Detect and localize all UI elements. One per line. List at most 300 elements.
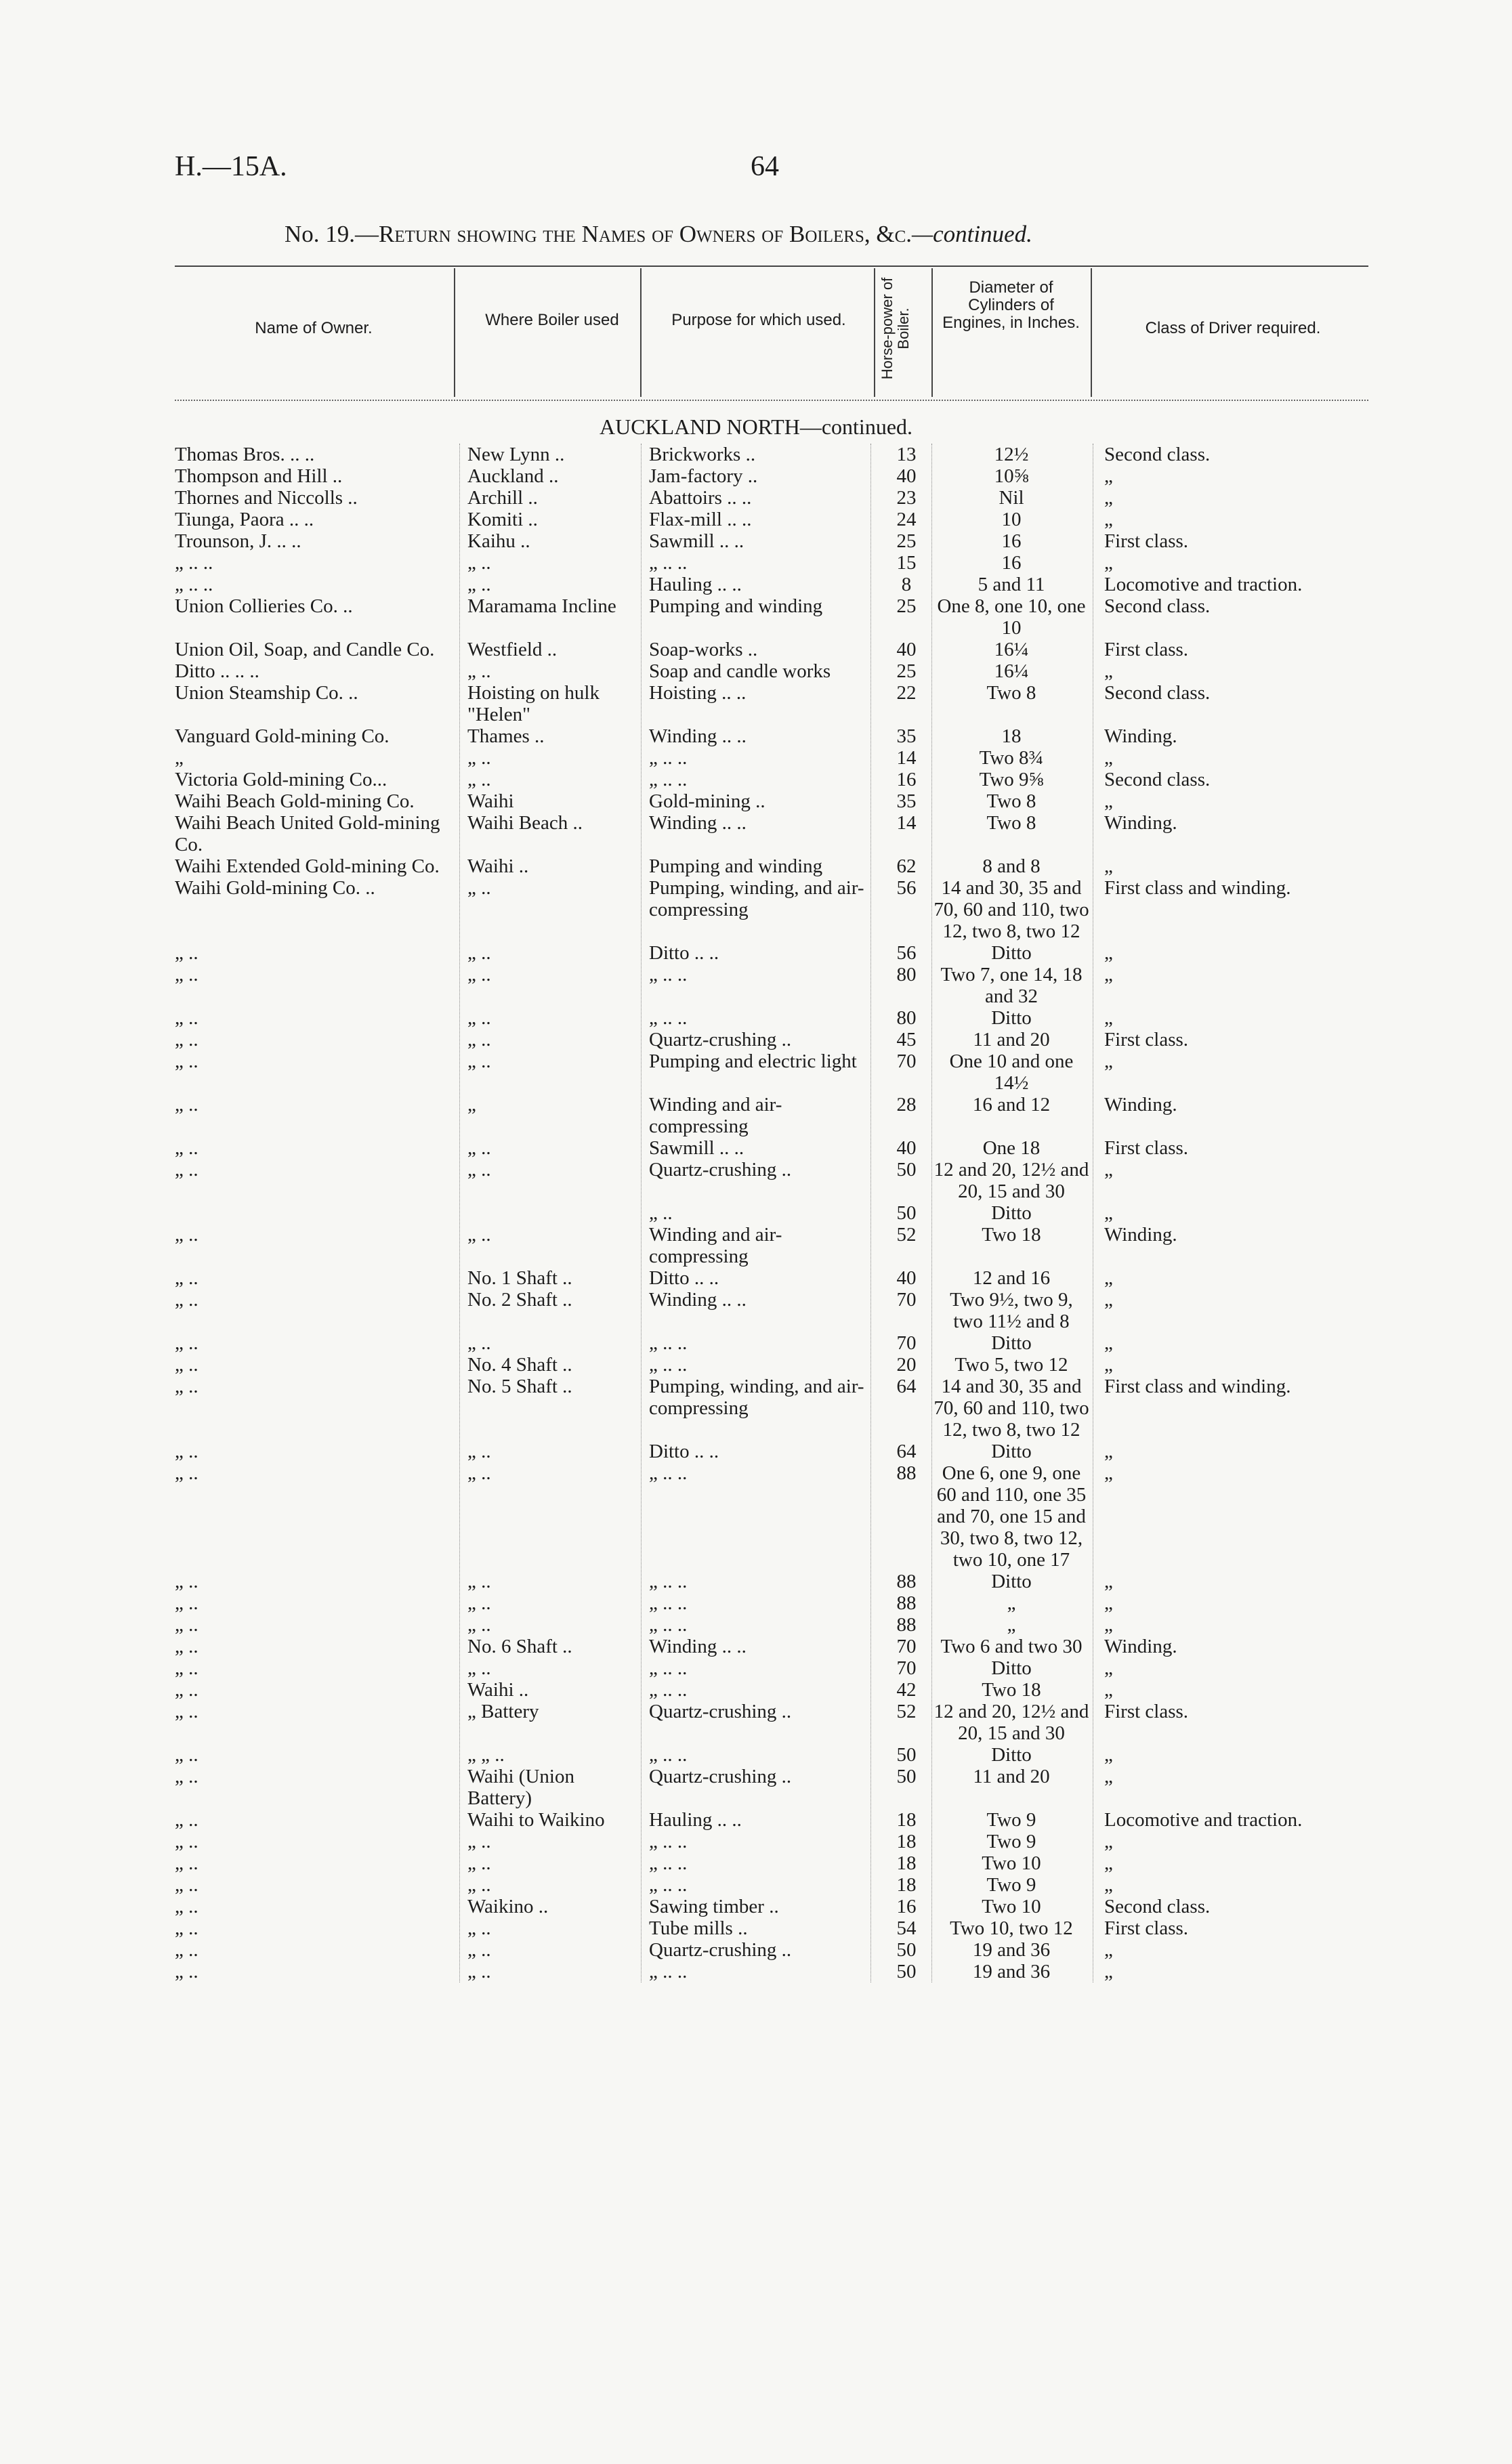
diameter-cell: Two 8 <box>986 682 1036 704</box>
class-cell: „ <box>1104 1679 1113 1701</box>
class-cell: First class. <box>1104 639 1189 660</box>
diameter-cell: 18 <box>1001 725 1022 747</box>
purpose-cell: Soap and candle works <box>649 660 831 682</box>
purpose-cell: „ .. .. <box>649 1657 688 1679</box>
where-cell: „ .. <box>467 552 491 574</box>
horsepower-cell: 64 <box>896 1441 917 1462</box>
table-row <box>175 1852 1368 1874</box>
horsepower-cell: 13 <box>896 444 917 465</box>
diameter-cell: 12 and 16 <box>972 1267 1051 1289</box>
horsepower-cell: 88 <box>896 1571 917 1592</box>
purpose-cell: Pumping and winding <box>649 855 823 877</box>
purpose-cell: Winding .. .. <box>649 725 747 747</box>
owner-cell: „ .. <box>175 1159 198 1181</box>
header-top-rule <box>175 265 1368 267</box>
table-row <box>175 1050 1368 1094</box>
horsepower-cell: 35 <box>896 725 917 747</box>
horsepower-cell: 50 <box>896 1961 917 1982</box>
diameter-cell: Two 18 <box>982 1224 1041 1246</box>
horsepower-cell: 50 <box>896 1744 917 1766</box>
class-cell: Winding. <box>1104 1094 1177 1116</box>
where-cell: „ .. <box>467 1852 491 1874</box>
table-row <box>175 1744 1368 1766</box>
where-cell: „ .. <box>467 942 491 964</box>
table-row <box>175 855 1368 877</box>
diameter-cell: 10⅝ <box>994 465 1029 487</box>
table-row <box>175 1224 1368 1267</box>
diameter-cell: Two 8 <box>986 812 1036 834</box>
table-row <box>175 1657 1368 1679</box>
table-row <box>175 1462 1368 1571</box>
class-cell: „ <box>1104 1202 1113 1224</box>
diameter-cell: „ <box>1007 1592 1016 1614</box>
owner-cell: Waihi Beach United Gold-mining Co. <box>175 812 440 855</box>
owner-cell: Thomas Bros. .. .. <box>175 444 315 465</box>
purpose-cell: Winding .. .. <box>649 1636 747 1657</box>
table-row <box>175 1701 1368 1744</box>
owner-cell: Union Collieries Co. .. <box>175 595 353 617</box>
horsepower-cell: 40 <box>896 1267 917 1289</box>
diameter-cell: Two 5, two 12 <box>954 1354 1068 1376</box>
class-cell: Locomotive and traction. <box>1104 574 1303 595</box>
horsepower-cell: 18 <box>896 1852 917 1874</box>
horsepower-cell: 14 <box>896 812 917 834</box>
table-row <box>175 1917 1368 1939</box>
class-cell: First class. <box>1104 530 1189 552</box>
header-separator <box>931 268 933 397</box>
owner-cell: „ .. <box>175 1137 198 1159</box>
horsepower-cell: 40 <box>896 1137 917 1159</box>
class-cell: „ <box>1104 1874 1113 1896</box>
diameter-cell: Ditto <box>991 1744 1032 1766</box>
purpose-cell: Quartz-crushing .. <box>649 1029 792 1050</box>
header-separator <box>640 268 642 397</box>
purpose-cell: Pumping, winding, and air-compressing <box>649 877 864 920</box>
owner-cell: Victoria Gold-mining Co... <box>175 769 387 790</box>
where-cell: „ .. <box>467 1007 491 1029</box>
class-cell: „ <box>1104 1050 1113 1072</box>
table-row <box>175 1029 1368 1050</box>
class-cell: „ <box>1104 1267 1113 1289</box>
horsepower-cell: 88 <box>896 1592 917 1614</box>
horsepower-cell: 28 <box>896 1094 917 1116</box>
table-row <box>175 1636 1368 1657</box>
class-cell: Winding. <box>1104 1224 1177 1246</box>
owner-cell: „ .. <box>175 1809 198 1831</box>
diameter-cell: One 6, one 9, one 60 and 110, one 35 and 70, one 15 and 30, two 8, two 12, two 10, one 17 <box>936 1462 1087 1571</box>
where-cell: No. 1 Shaft .. <box>467 1267 572 1289</box>
table-row <box>175 1354 1368 1376</box>
header-separator <box>874 268 875 397</box>
owner-cell: Waihi Beach Gold-mining Co. <box>175 790 415 812</box>
where-cell: No. 2 Shaft .. <box>467 1289 572 1311</box>
title-suffix: —continued. <box>912 221 1032 247</box>
owner-cell: „ .. <box>175 1636 198 1657</box>
diameter-cell: „ <box>1007 1614 1016 1636</box>
diameter-cell: 11 and 20 <box>973 1766 1050 1787</box>
table-row <box>175 725 1368 747</box>
horsepower-cell: 80 <box>896 1007 917 1029</box>
where-cell: „ Battery <box>467 1701 539 1722</box>
owner-cell: „ .. <box>175 1289 198 1311</box>
horsepower-cell: 8 <box>901 574 912 595</box>
diameter-cell: Two 6 and two 30 <box>940 1636 1083 1657</box>
class-cell: „ <box>1104 465 1113 487</box>
diameter-cell: Two 8¾ <box>979 747 1044 769</box>
table-row <box>175 812 1368 855</box>
horsepower-cell: 18 <box>896 1831 917 1852</box>
owner-cell: „ .. <box>175 1614 198 1636</box>
owner-cell: Ditto .. .. .. <box>175 660 259 682</box>
diameter-cell: 16 and 12 <box>972 1094 1051 1116</box>
diameter-cell: Ditto <box>991 942 1032 964</box>
owner-cell: „ .. <box>175 1657 198 1679</box>
where-cell: „ .. <box>467 1571 491 1592</box>
horsepower-cell: 15 <box>896 552 917 574</box>
col-owner-header: Name of Owner. <box>255 319 373 337</box>
diameter-cell: Ditto <box>991 1441 1032 1462</box>
diameter-cell: 16¼ <box>994 660 1029 682</box>
purpose-cell: Gold-mining .. <box>649 790 765 812</box>
class-cell: „ <box>1104 1939 1113 1961</box>
horsepower-cell: 16 <box>896 1896 917 1917</box>
purpose-cell: „ .. .. <box>649 1462 688 1484</box>
where-cell: Auckland .. <box>467 465 559 487</box>
horsepower-cell: 56 <box>896 877 917 899</box>
diameter-cell: Two 9 <box>986 1831 1036 1852</box>
purpose-cell: Ditto .. .. <box>649 1267 719 1289</box>
class-cell: Winding. <box>1104 725 1177 747</box>
purpose-cell: „ .. .. <box>649 1592 688 1614</box>
horsepower-cell: 54 <box>896 1917 917 1939</box>
purpose-cell: Abattoirs .. .. <box>649 487 752 509</box>
where-cell: „ .. <box>467 1137 491 1159</box>
where-cell: Waihi .. <box>467 855 529 877</box>
horsepower-cell: 56 <box>896 942 917 964</box>
purpose-cell: Quartz-crushing .. <box>649 1766 792 1787</box>
horsepower-cell: 70 <box>896 1636 917 1657</box>
where-cell: Waihi <box>467 790 514 812</box>
diameter-cell: Two 9 <box>986 1874 1036 1896</box>
class-cell: „ <box>1104 487 1113 509</box>
where-cell: New Lynn .. <box>467 444 565 465</box>
col-class-header: Class of Driver required. <box>1145 319 1321 337</box>
class-cell: „ <box>1104 1441 1113 1462</box>
where-cell: „ .. <box>467 1961 491 1982</box>
where-cell: Waihi .. <box>467 1679 529 1701</box>
owner-cell: Trounson, J. .. .. <box>175 530 301 552</box>
where-cell: „ .. <box>467 1592 491 1614</box>
where-cell: „ .. <box>467 1224 491 1246</box>
horsepower-cell: 23 <box>896 487 917 509</box>
class-cell: „ <box>1104 964 1113 985</box>
table-row <box>175 790 1368 812</box>
diameter-cell: Two 10, two 12 <box>950 1917 1073 1939</box>
class-cell: „ <box>1104 660 1113 682</box>
class-cell: First class. <box>1104 1917 1189 1939</box>
purpose-cell: Sawmill .. .. <box>649 1137 744 1159</box>
diameter-cell: 12 and 20, 12½ and 20, 15 and 30 <box>933 1701 1089 1744</box>
where-cell: „ .. <box>467 769 491 790</box>
owner-cell: „ .. <box>175 1679 198 1701</box>
diameter-cell: Two 10 <box>982 1852 1041 1874</box>
table-row <box>175 942 1368 964</box>
where-cell: Hoisting on hulk "Helen" <box>467 682 600 725</box>
horsepower-cell: 24 <box>896 509 917 530</box>
owner-cell: Waihi Extended Gold-mining Co. <box>175 855 440 877</box>
where-cell: „ .. <box>467 1657 491 1679</box>
horsepower-cell: 25 <box>896 530 917 552</box>
table-row <box>175 444 1368 465</box>
where-cell: Archill .. <box>467 487 538 509</box>
table-row <box>175 1159 1368 1202</box>
diameter-cell: Two 7, one 14, 18 and 32 <box>940 964 1083 1007</box>
class-cell: „ <box>1104 1007 1113 1029</box>
owner-cell: „ .. <box>175 1896 198 1917</box>
purpose-cell: Soap-works .. <box>649 639 758 660</box>
purpose-cell: Brickworks .. <box>649 444 756 465</box>
where-cell: „ .. <box>467 1874 491 1896</box>
purpose-cell: Hoisting .. .. <box>649 682 747 704</box>
owner-cell: „ .. <box>175 964 198 985</box>
table-row <box>175 1007 1368 1029</box>
header-bottom-rule <box>175 400 1368 401</box>
horsepower-cell: 50 <box>896 1202 917 1224</box>
owner-cell: „ .. <box>175 1007 198 1029</box>
horsepower-cell: 14 <box>896 747 917 769</box>
class-cell: „ <box>1104 747 1113 769</box>
diameter-cell: One 10 and one 14½ <box>949 1050 1074 1094</box>
table-row <box>175 1332 1368 1354</box>
diameter-cell: Ditto <box>991 1571 1032 1592</box>
table-row <box>175 747 1368 769</box>
purpose-cell: „ .. .. <box>649 1571 688 1592</box>
table-row <box>175 465 1368 487</box>
owner-cell: „ .. <box>175 1592 198 1614</box>
horsepower-cell: 70 <box>896 1332 917 1354</box>
where-cell: No. 5 Shaft .. <box>467 1376 572 1397</box>
table-row <box>175 595 1368 639</box>
horsepower-cell: 18 <box>896 1809 917 1831</box>
class-cell: „ <box>1104 1766 1113 1787</box>
class-cell: Second class. <box>1104 595 1211 617</box>
purpose-cell: „ .. .. <box>649 1614 688 1636</box>
table-row <box>175 1961 1368 1982</box>
class-cell: „ <box>1104 1831 1113 1852</box>
purpose-cell: Sawing timber .. <box>649 1896 779 1917</box>
where-cell: „ .. <box>467 660 491 682</box>
diameter-cell: 5 and 11 <box>978 574 1045 595</box>
table-row <box>175 1809 1368 1831</box>
horsepower-cell: 50 <box>896 1159 917 1181</box>
diameter-cell: 11 and 20 <box>973 1029 1050 1050</box>
class-cell: First class. <box>1104 1701 1189 1722</box>
owner-cell: „ .. .. <box>175 552 213 574</box>
purpose-cell: Pumping and winding <box>649 595 823 617</box>
class-cell: „ <box>1104 1571 1113 1592</box>
diameter-cell: Two 10 <box>982 1896 1041 1917</box>
purpose-cell: „ .. .. <box>649 1354 688 1376</box>
class-cell: „ <box>1104 855 1113 877</box>
class-cell: Locomotive and traction. <box>1104 1809 1303 1831</box>
owner-cell: „ .. <box>175 1874 198 1896</box>
where-cell: „ .. <box>467 1917 491 1939</box>
purpose-cell: Winding .. .. <box>649 812 747 834</box>
class-cell: „ <box>1104 790 1113 812</box>
purpose-cell: „ .. .. <box>649 1852 688 1874</box>
purpose-cell: „ .. .. <box>649 964 688 985</box>
table-row <box>175 487 1368 509</box>
class-cell: „ <box>1104 1614 1113 1636</box>
table-row <box>175 1202 1368 1224</box>
diameter-cell: Ditto <box>991 1202 1032 1224</box>
table-row <box>175 660 1368 682</box>
purpose-cell: „ .. .. <box>649 769 688 790</box>
horsepower-cell: 20 <box>896 1354 917 1376</box>
diameter-cell: 16 <box>1001 552 1022 574</box>
owner-cell: Waihi Gold-mining Co. .. <box>175 877 375 899</box>
purpose-cell: Ditto .. .. <box>649 1441 719 1462</box>
where-cell: Kaihu .. <box>467 530 530 552</box>
purpose-cell: Winding and air-compressing <box>649 1224 782 1267</box>
horsepower-cell: 22 <box>896 682 917 704</box>
table-row <box>175 1592 1368 1614</box>
horsepower-cell: 50 <box>896 1766 917 1787</box>
section-heading: AUCKLAND NORTH—continued. <box>599 415 913 439</box>
page-number: 64 <box>751 151 779 182</box>
class-cell: „ <box>1104 1462 1113 1484</box>
class-cell: Second class. <box>1104 444 1211 465</box>
horsepower-cell: 70 <box>896 1657 917 1679</box>
owner-cell: Thompson and Hill .. <box>175 465 343 487</box>
horsepower-cell: 70 <box>896 1289 917 1311</box>
purpose-cell: Pumping and electric light <box>649 1050 857 1072</box>
class-cell: Winding. <box>1104 1636 1177 1657</box>
diameter-cell: Two 8 <box>986 790 1036 812</box>
purpose-cell: „ .. <box>649 1202 673 1224</box>
where-cell: No. 6 Shaft .. <box>467 1636 572 1657</box>
horsepower-cell: 25 <box>896 660 917 682</box>
owner-cell: Union Oil, Soap, and Candle Co. <box>175 639 435 660</box>
where-cell: „ .. <box>467 1441 491 1462</box>
class-cell: „ <box>1104 1744 1113 1766</box>
purpose-cell: Winding .. .. <box>649 1289 747 1311</box>
col-diameter-header: Diameter of Cylinders of Engines, in Inches. <box>942 278 1080 332</box>
horsepower-cell: 40 <box>896 639 917 660</box>
table-row <box>175 1094 1368 1137</box>
table-row <box>175 1874 1368 1896</box>
diameter-cell: 8 and 8 <box>982 855 1041 877</box>
horsepower-cell: 35 <box>896 790 917 812</box>
table-row <box>175 509 1368 530</box>
owner-cell: „ .. <box>175 1571 198 1592</box>
owner-cell: „ .. <box>175 1332 198 1354</box>
horsepower-cell: 45 <box>896 1029 917 1050</box>
table-row <box>175 769 1368 790</box>
purpose-cell: „ .. .. <box>649 552 688 574</box>
table-row <box>175 1267 1368 1289</box>
where-cell: Maramama Incline <box>467 595 616 617</box>
title-text: Return showing the Names of Owners of Boilers, &c. <box>379 221 912 247</box>
class-cell: Second class. <box>1104 682 1211 704</box>
horsepower-cell: 16 <box>896 769 917 790</box>
class-cell: Winding. <box>1104 812 1177 834</box>
diameter-cell: Ditto <box>991 1657 1032 1679</box>
owner-cell: „ .. <box>175 1939 198 1961</box>
owner-cell: „ .. <box>175 1354 198 1376</box>
class-cell: „ <box>1104 552 1113 574</box>
class-cell: First class. <box>1104 1137 1189 1159</box>
return-title <box>285 221 1032 248</box>
where-cell: „ .. <box>467 877 491 899</box>
owner-cell: Vanguard Gold-mining Co. <box>175 725 390 747</box>
purpose-cell: Pumping, winding, and air-compressing <box>649 1376 864 1419</box>
purpose-cell: „ .. .. <box>649 1744 688 1766</box>
owner-cell: „ .. <box>175 1852 198 1874</box>
where-cell: „ .. <box>467 747 491 769</box>
diameter-cell: 14 and 30, 35 and 70, 60 and 110, two 12, two 8, two 12 <box>933 1376 1089 1441</box>
owner-cell: „ .. <box>175 1376 198 1397</box>
table-row <box>175 1614 1368 1636</box>
where-cell: Waikino .. <box>467 1896 549 1917</box>
horsepower-cell: 88 <box>896 1614 917 1636</box>
purpose-cell: Tube mills .. <box>649 1917 748 1939</box>
title-prefix: No. 19.— <box>285 221 379 247</box>
where-cell: Waihi to Waikino <box>467 1809 605 1831</box>
horsepower-cell: 62 <box>896 855 917 877</box>
owner-cell: „ .. <box>175 1917 198 1939</box>
class-cell: „ <box>1104 1332 1113 1354</box>
table-row <box>175 1137 1368 1159</box>
purpose-cell: Quartz-crushing .. <box>649 1939 792 1961</box>
where-cell: Waihi Beach .. <box>467 812 583 834</box>
diameter-cell: Two 9½, two 9, two 11½ and 8 <box>950 1289 1073 1332</box>
horsepower-cell: 52 <box>896 1701 917 1722</box>
col-hp-header: Horse-power of Boiler. <box>879 277 912 380</box>
header-separator <box>1091 268 1092 397</box>
owner-cell: „ .. <box>175 1961 198 1982</box>
where-cell: „ .. <box>467 574 491 595</box>
owner-cell: „ .. <box>175 1462 198 1484</box>
diameter-cell: 19 and 36 <box>972 1939 1051 1961</box>
purpose-cell: „ .. .. <box>649 1007 688 1029</box>
purpose-cell: „ .. .. <box>649 1831 688 1852</box>
class-cell: „ <box>1104 1592 1113 1614</box>
horsepower-cell: 42 <box>896 1679 917 1701</box>
col-where-header: Where Boiler used <box>485 311 619 329</box>
purpose-cell: Quartz-crushing .. <box>649 1701 792 1722</box>
where-cell: „ .. <box>467 1332 491 1354</box>
where-cell: No. 4 Shaft .. <box>467 1354 572 1376</box>
horsepower-cell: 88 <box>896 1462 917 1484</box>
horsepower-cell: 52 <box>896 1224 917 1246</box>
where-cell: „ .. <box>467 1462 491 1484</box>
table-row <box>175 1831 1368 1852</box>
purpose-cell: Quartz-crushing .. <box>649 1159 792 1181</box>
horsepower-cell: 25 <box>896 595 917 617</box>
owner-cell: „ .. <box>175 1224 198 1246</box>
class-cell: „ <box>1104 1159 1113 1181</box>
diameter-cell: Two 9⅝ <box>979 769 1044 790</box>
diameter-cell: 10 <box>1001 509 1022 530</box>
where-cell: Westfield .. <box>467 639 558 660</box>
owner-cell: „ .. <box>175 1831 198 1852</box>
owner-cell: „ .. <box>175 942 198 964</box>
table-row <box>175 530 1368 552</box>
table-row <box>175 1441 1368 1462</box>
where-cell: „ <box>467 1094 476 1116</box>
horsepower-cell: 50 <box>896 1939 917 1961</box>
